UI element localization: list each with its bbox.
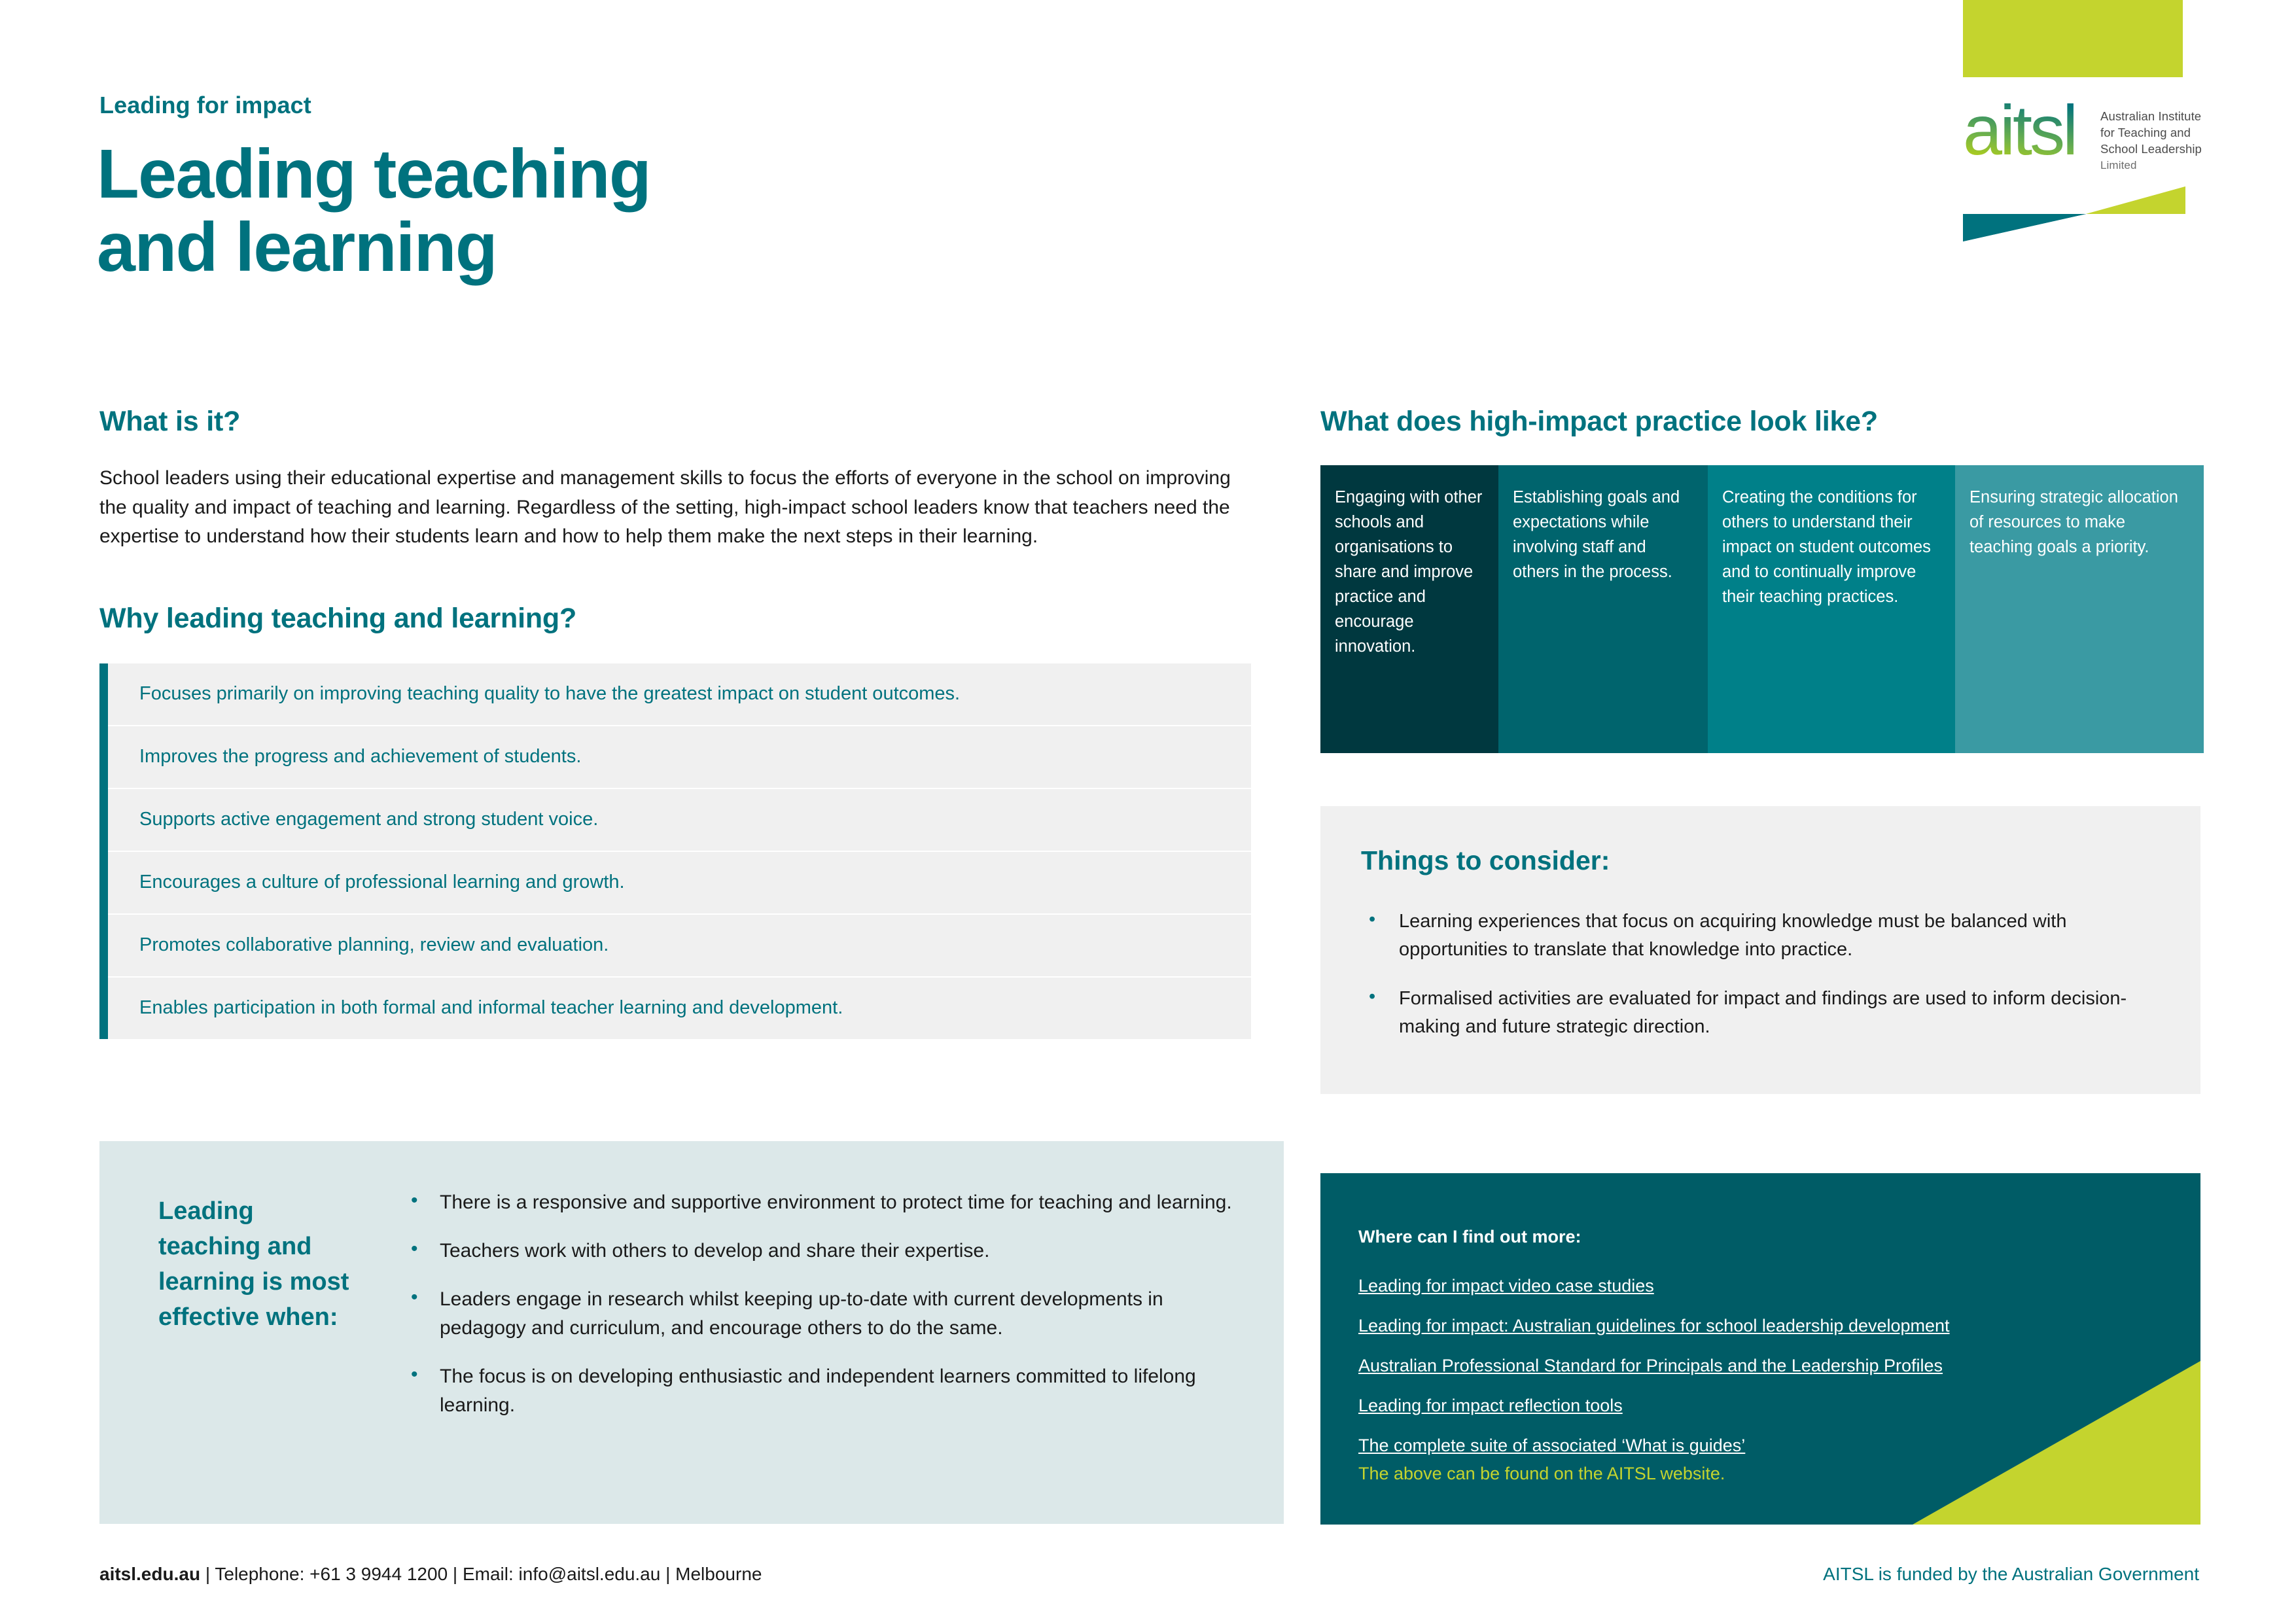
footer-contact-label: | Telephone: +61 3 9944 1200 | Email: info@aitsl.edu.au | Melbourne bbox=[200, 1564, 762, 1584]
why-item-label: Promotes collaborative planning, review and evaluation. bbox=[139, 934, 609, 956]
aitsl-wordmark-icon bbox=[1963, 92, 2094, 164]
link-australian-guidelines[interactable]: Leading for impact: Australian guidelines for school leadership development bbox=[1358, 1316, 1950, 1335]
list-item: • Learning experiences that focus on acquiring knowledge must be balanced with opportunities to translate that knowledge into practice. bbox=[1361, 908, 2179, 964]
list-item: • There is a responsive and supportive environment to protect time for teaching and learning. bbox=[407, 1188, 1245, 1217]
page-title-line1: Leading teaching bbox=[97, 135, 651, 213]
logo-tagline-line4: Limited bbox=[2100, 159, 2137, 171]
practice-column-text: Creating the conditions for others to understand their impact on student outcomes and to continually improve their teaching practices. bbox=[1722, 488, 1931, 606]
list-item: • Teachers work with others to develop and share their expertise. bbox=[407, 1237, 1245, 1265]
page-title bbox=[97, 137, 1078, 285]
practice-column bbox=[1320, 465, 1498, 753]
logo-swoosh-shape bbox=[1963, 186, 2185, 241]
practice-column bbox=[1955, 465, 2204, 753]
svg-text:aitsl: aitsl bbox=[1963, 92, 2076, 165]
logo-tagline-line1: Australian Institute bbox=[2100, 109, 2202, 123]
why-item-label: Supports active engagement and strong student voice. bbox=[139, 809, 599, 830]
link-video-case-studies[interactable]: Leading for impact video case studies bbox=[1358, 1276, 1654, 1296]
why-item-label: Improves the progress and achievement of students. bbox=[139, 746, 582, 768]
things-to-consider-heading: Things to consider: bbox=[1361, 845, 1610, 875]
list-item bbox=[108, 726, 1251, 788]
left-column bbox=[99, 406, 1251, 1040]
find-out-more-links bbox=[1358, 1277, 1950, 1476]
list-item bbox=[108, 852, 1251, 914]
list-item: • Formalised activities are evaluated for impact and findings are used to inform decision-making and future strategic direction. bbox=[1361, 985, 2179, 1041]
practice-column bbox=[1498, 465, 1708, 753]
high-impact-practice-columns bbox=[1320, 465, 2204, 753]
most-effective-box bbox=[99, 1141, 1284, 1524]
find-out-more-heading: Where can I find out more: bbox=[1358, 1227, 1581, 1246]
logo-tagline-line3: School Leadership bbox=[2100, 142, 2202, 156]
logo-tagline-line2: for Teaching and bbox=[2100, 126, 2191, 139]
footer-contact bbox=[99, 1564, 762, 1585]
things-to-consider-list bbox=[1361, 908, 2179, 1062]
why-item-label: Encourages a culture of professional learning and growth. bbox=[139, 872, 625, 893]
most-effective-title: Leading teaching and learning is most effective when: bbox=[158, 1197, 349, 1331]
practice-column-text: Engaging with other schools and organisations to share and improve practice and encourage innovation. bbox=[1335, 488, 1483, 656]
what-is-it-body: School leaders using their educational expertise and management skills to focus the efforts of everyone in the school on improving the quality and impact of teaching and learning. Regardless of the setting, high-impact school leaders know that teachers need the expertise to understand how their students learn and how to help them make the next steps in their learning. bbox=[99, 467, 1231, 547]
list-item: • Leaders engage in research whilst keeping up-to-date with current developments in pedagogy and curriculum, and encourage others to do the same. bbox=[407, 1285, 1245, 1343]
most-effective-bullet-list bbox=[407, 1188, 1245, 1439]
things-to-consider-box bbox=[1320, 806, 2200, 1094]
footer-funding-label: AITSL is funded by the Australian Government bbox=[1823, 1564, 2199, 1584]
logo-green-block bbox=[1963, 0, 2183, 77]
right-column bbox=[1320, 406, 2197, 753]
why-item-label: Enables participation in both formal and informal teacher learning and development. bbox=[139, 997, 843, 1019]
practice-column bbox=[1708, 465, 1955, 753]
practice-column-text: Ensuring strategic allocation of resources to make teaching goals a priority. bbox=[1969, 488, 2178, 556]
aitsl-logo bbox=[1963, 0, 2212, 262]
list-item bbox=[108, 915, 1251, 977]
high-impact-practice-heading: What does high-impact practice look like? bbox=[1320, 406, 1878, 437]
eyebrow-label: Leading for impact bbox=[99, 92, 311, 118]
link-standard-for-principals[interactable]: Australian Professional Standard for Principals and the Leadership Profiles bbox=[1358, 1356, 1943, 1375]
why-list-accent-bar bbox=[99, 663, 108, 1040]
practice-column-text: Establishing goals and expectations while involving staff and others in the process. bbox=[1513, 488, 1680, 581]
why-item-label: Focuses primarily on improving teaching quality to have the greatest impact on student outcomes. bbox=[139, 683, 961, 705]
find-out-more-note: The above can be found on the AITSL website. bbox=[1358, 1464, 1725, 1483]
why-list bbox=[99, 663, 1251, 1040]
why-heading: Why leading teaching and learning? bbox=[99, 602, 577, 634]
list-item bbox=[108, 663, 1251, 726]
list-item bbox=[108, 789, 1251, 851]
page-title-line2: and learning bbox=[97, 209, 497, 287]
link-reflection-tools[interactable]: Leading for impact reflection tools bbox=[1358, 1396, 1623, 1415]
logo-tagline bbox=[2100, 108, 2215, 173]
footer-site-label: aitsl.edu.au bbox=[99, 1564, 201, 1584]
what-is-it-heading: What is it? bbox=[99, 406, 241, 437]
link-what-is-guides[interactable]: The complete suite of associated ‘What is guides’ bbox=[1358, 1436, 1746, 1455]
find-out-more-box bbox=[1320, 1173, 2200, 1525]
list-item: • The focus is on developing enthusiastic and independent learners committed to lifelong learning. bbox=[407, 1362, 1245, 1420]
list-item bbox=[108, 978, 1251, 1040]
